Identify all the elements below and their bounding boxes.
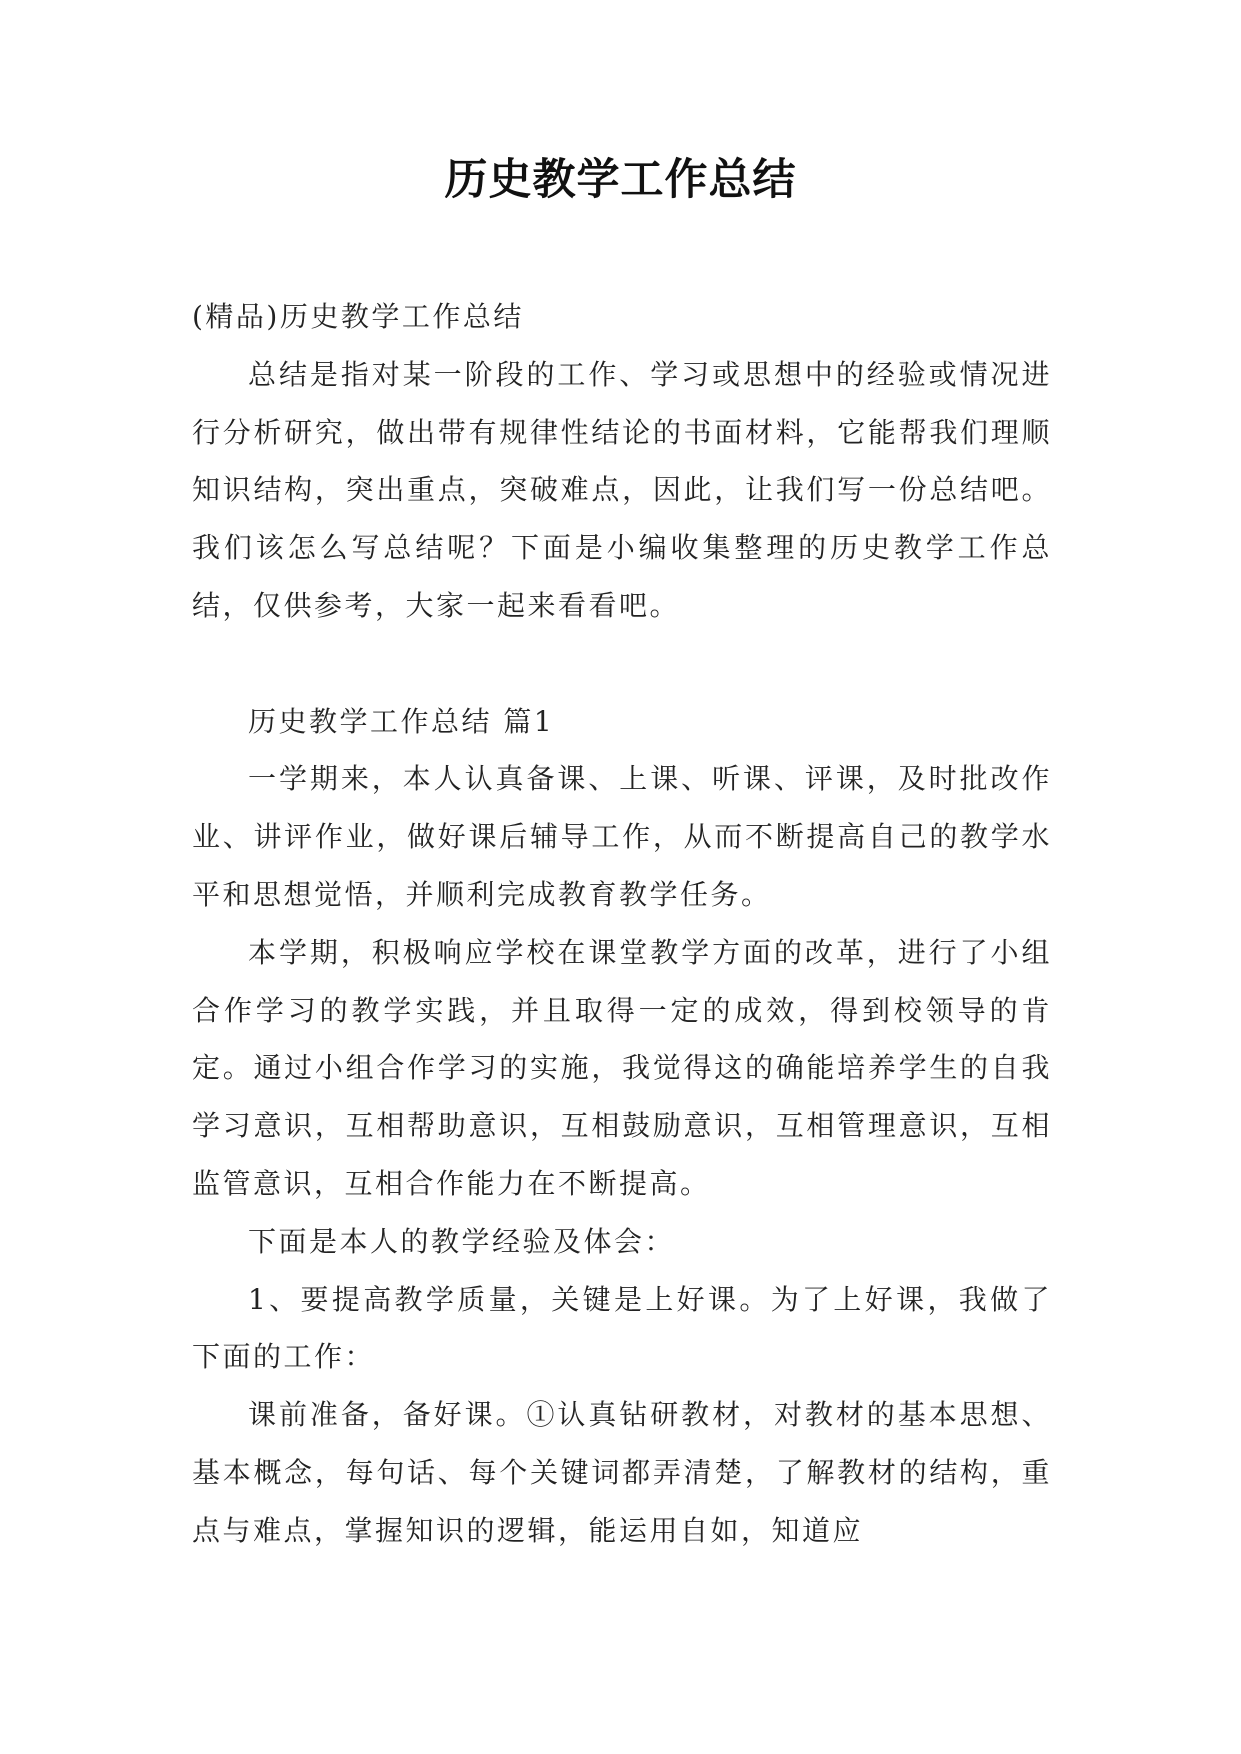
body-paragraph: 一学期来，本人认真备课、上课、听课、评课，及时批改作业、讲评作业，做好课后辅导工作，从而不断提高自己的教学水平和思想觉悟，并顺利完成教育教学任务。 (192, 762, 1052, 911)
body-paragraph: 下面是本人的教学经验及体会： (248, 1224, 676, 1258)
body-paragraph: 本学期，积极响应学校在课堂教学方面的改革，进行了小组合作学习的教学实践，并且取得一定的成效，得到校领导的肯定。通过小组合作学习的实施，我觉得这的确能培养学生的自我学习意识，互相帮助意识，互相鼓励意识，互相管理意识，互相监管意识，互相合作能力在不断提高。 (192, 935, 1052, 1200)
document-body (192, 288, 1052, 1560)
document-title: 历史教学工作总结 (444, 155, 797, 205)
document-subtitle: (精品)历史教学工作总结 (192, 300, 524, 333)
section-heading: 历史教学工作总结 篇1 (248, 704, 555, 738)
body-paragraph: 1、要提高教学质量，关键是上好课。为了上好课，我做了下面的工作： (192, 1282, 1052, 1374)
body-paragraph: 课前准备，备好课。①认真钻研教材，对教材的基本思想、基本概念，每句话、每个关键词都弄清楚，了解教材的结构，重点与难点，掌握知识的逻辑，能运用自如，知道应 (192, 1398, 1052, 1547)
intro-paragraph: 总结是指对某一阶段的工作、学习或思想中的经验或情况进行分析研究，做出带有规律性结论的书面材料，它能帮我们理顺知识结构，突出重点，突破难点，因此，让我们写一份总结吧。我们该怎么写总结呢？下面是小编收集整理的历史教学工作总结，仅供参考，大家一起来看看吧。 (192, 357, 1052, 622)
